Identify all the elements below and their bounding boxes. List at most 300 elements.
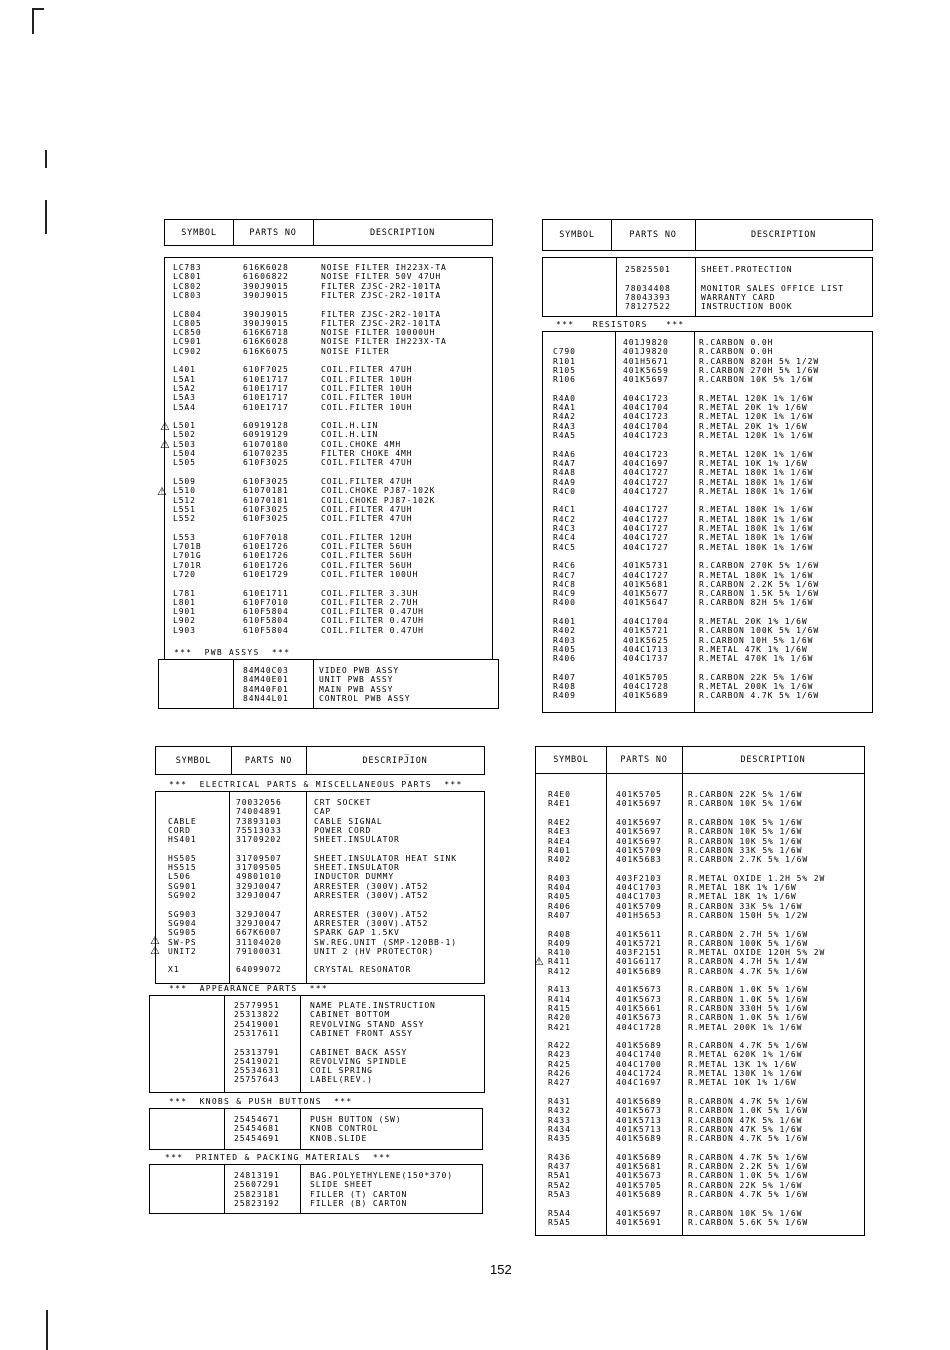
table-row: [543, 598, 872, 607]
table-row: [543, 636, 872, 645]
table-row: [165, 542, 492, 551]
parts-no-cell: 610E1711: [243, 588, 289, 598]
edge-mark: [46, 1310, 48, 1350]
symbol-cell: R407: [553, 672, 576, 682]
description-cell: COIL.H.LIN: [321, 421, 379, 431]
description-cell: R.METAL 620K 1% 1/6W: [688, 1050, 803, 1060]
parts-no-cell: 329J0047: [236, 891, 282, 900]
table-row: [543, 375, 872, 384]
table-row: [165, 449, 492, 458]
parts-no-cell: 401K5625: [623, 635, 669, 645]
parts-no-cell: 610F7018: [243, 532, 289, 542]
parts-no-cell: 404C1697: [616, 1078, 662, 1088]
parts-no-cell: 610E1717: [243, 402, 289, 412]
parts-no-cell: 404C1737: [623, 654, 669, 664]
parts-no-cell: 70032056: [236, 798, 282, 807]
description-cell: COIL.FILTER 2.7UH: [321, 597, 419, 607]
table-row: [543, 366, 872, 375]
symbol-cell: R435: [548, 1134, 571, 1144]
table-row: [150, 1075, 484, 1084]
parts-no-cell: 401K5697: [616, 817, 662, 827]
symbol-cell: R409: [553, 691, 576, 701]
table-row: [536, 902, 864, 911]
description-cell: CABLE SIGNAL: [314, 816, 383, 826]
description-cell: R.CARBON 2.7H 5% 1/6W: [688, 929, 809, 939]
parts-no-cell: 25454691: [234, 1133, 280, 1143]
table-row: [150, 1171, 482, 1180]
symbol-cell: SG902: [168, 891, 197, 900]
parts-no-cell: 616K6718: [243, 328, 289, 338]
symbol-cell: SG903: [168, 909, 197, 919]
description-cell: SPARK GAP 1.5KV: [314, 928, 400, 938]
description-cell: R.METAL 10K 1% 1/6W: [688, 1078, 797, 1088]
description-cell: KNOB CONTROL: [310, 1124, 379, 1134]
symbol-cell: L553: [173, 532, 196, 542]
table-row: [543, 505, 872, 514]
symbol-cell: L503: [173, 439, 196, 449]
table-row: [165, 263, 492, 272]
table-row: [156, 798, 484, 807]
parts-no-cell: 610E1726: [243, 560, 289, 570]
parts-no-cell: 25454681: [234, 1124, 280, 1134]
parts-no-cell: 25757643: [234, 1075, 280, 1085]
description-cell: COIL.FILTER 47UH: [321, 514, 413, 524]
description-cell: R.METAL 13K 1% 1/6W: [688, 1059, 797, 1069]
table-row: [543, 691, 872, 700]
symbol-cell: LC902: [173, 346, 202, 356]
parts-no-cell: 401H5671: [623, 356, 669, 366]
table-row: [165, 477, 492, 486]
parts-no-cell: 401K5709: [616, 845, 662, 855]
symbol-cell: L551: [173, 504, 196, 514]
description-cell: R.CARBON 33K 5% 1/6W: [688, 845, 803, 855]
parts-no-cell: 610F7010: [243, 597, 289, 607]
parts-no-cell: 25419001: [234, 1019, 280, 1029]
description-cell: COIL.FILTER 10UH: [321, 393, 413, 403]
description-cell: R.CARBON 0.0H: [699, 338, 774, 347]
table-row: [159, 666, 498, 675]
parts-no-cell: 401K5689: [623, 691, 669, 701]
description-header: DESCRIPTION: [369, 227, 436, 238]
parts-no-cell: 61070235: [243, 449, 289, 458]
parts-no-cell: 404C1704: [623, 421, 669, 431]
table-row: [150, 1048, 484, 1057]
table-row: [150, 1124, 482, 1133]
table-row: [536, 1013, 864, 1022]
description-cell: FILTER ZJSC-2R2-101TA: [321, 281, 442, 291]
parts-no-cell: 401K5611: [616, 929, 662, 939]
description-cell: R.CARBON 1.5K 5% 1/6W: [699, 589, 820, 599]
parts-no-header: PARTS NO: [620, 755, 668, 765]
symbol-cell: L506: [168, 872, 191, 882]
description-cell: CONTROL PWB ASSY: [319, 693, 411, 703]
description-cell: R.CARBON 82H 5% 1/6W: [699, 598, 814, 608]
table-body: [542, 331, 873, 713]
symbol-cell: X1: [168, 965, 180, 975]
description-cell: R.METAL 180K 1% 1/6W: [699, 533, 814, 543]
description-cell: FILLER (T) CARTON: [310, 1189, 408, 1199]
description-cell: ARRESTER (300V).AT52: [314, 891, 429, 900]
parts-no-cell: 404C1723: [623, 393, 669, 403]
parts-no-cell: 610E1729: [243, 569, 289, 579]
table-row: [543, 357, 872, 366]
parts-no-cell: 404C1713: [623, 644, 669, 654]
description-cell: COIL.FILTER 56UH: [321, 560, 413, 570]
description-cell: COIL.FILTER 56UH: [321, 542, 413, 551]
parts-table-misc: [155, 746, 485, 1216]
symbol-cell: R4C8: [553, 579, 576, 589]
description-cell: R.METAL 20K 1% 1/6W: [699, 403, 808, 413]
table-body: [164, 257, 493, 660]
parts-no-cell: 79100031: [236, 946, 282, 956]
table-row: [536, 1134, 864, 1143]
description-cell: R.METAL 120K 1% 1/6W: [699, 393, 814, 403]
symbol-cell: CABLE: [168, 816, 197, 826]
description-cell: COIL.FILTER 12UH: [321, 532, 413, 542]
table-row: [536, 930, 864, 939]
symbol-cell: R4C3: [553, 524, 576, 533]
table-row: [536, 1069, 864, 1078]
table-row: [536, 818, 864, 827]
description-cell: R.METAL 180K 1% 1/6W: [699, 542, 814, 552]
table-row: [165, 384, 492, 393]
description-cell: R.CARBON 4.7K 5% 1/6W: [688, 1041, 809, 1051]
symbol-cell: L720: [173, 569, 196, 579]
table-row: [536, 1190, 864, 1199]
description-cell: INSTRUCTION BOOK: [701, 302, 793, 312]
table-row: [543, 403, 872, 412]
parts-no-cell: 24813191: [234, 1171, 280, 1180]
description-cell: COIL.CHOKE 4MH: [321, 439, 402, 449]
parts-no-cell: 401K5673: [616, 994, 662, 1004]
description-cell: REVOLVING SPINDLE: [310, 1056, 408, 1066]
symbol-cell: R403: [548, 873, 571, 883]
parts-no-cell: 401K5697: [623, 375, 669, 385]
symbol-cell: SG901: [168, 881, 197, 891]
symbol-cell: R4E3: [548, 827, 571, 837]
symbol-cell: R4C7: [553, 570, 576, 580]
symbol-cell: R408: [553, 682, 576, 692]
description-cell: COIL.FILTER 3.3UH: [321, 588, 419, 598]
symbol-cell: L5A1: [173, 374, 196, 384]
table-row: [543, 626, 872, 635]
description-cell: R.METAL OXIDE 120H 5% 2W: [688, 948, 826, 958]
table-row: [543, 571, 872, 580]
symbol-cell: L501: [173, 421, 196, 431]
symbol-cell: LC901: [173, 337, 202, 347]
symbol-cell: R4C5: [553, 542, 576, 552]
parts-no-cell: 31709505: [236, 863, 282, 873]
table-row: [536, 1218, 864, 1227]
description-cell: SHEET.INSULATOR HEAT SINK: [314, 853, 457, 863]
symbol-cell: R423: [548, 1050, 571, 1060]
page-number: 152: [490, 1262, 512, 1277]
table-row: [156, 863, 484, 872]
table-row: [150, 1001, 484, 1010]
description-cell: SHEET.INSULATOR: [314, 863, 400, 873]
description-cell: CABINET FRONT ASSY: [310, 1028, 413, 1038]
description-cell: R.METAL 180K 1% 1/6W: [699, 505, 814, 515]
symbol-cell: L701B: [173, 542, 202, 551]
table-row: [543, 284, 872, 293]
symbol-cell: R408: [548, 929, 571, 939]
parts-no-cell: 401K5731: [623, 561, 669, 571]
parts-no-cell: 61070181: [243, 486, 289, 496]
symbol-cell: R409: [548, 938, 571, 948]
description-cell: COIL SPRING: [310, 1066, 373, 1076]
parts-no-cell: 75513033: [236, 825, 282, 835]
table-row: [543, 487, 872, 496]
description-cell: COIL.FILTER 47UH: [321, 476, 413, 486]
description-cell: R.CARBON 820H 5% 1/2W: [699, 356, 820, 366]
parts-no-cell: 401K5721: [616, 938, 662, 948]
parts-no-cell: 401K5689: [616, 966, 662, 976]
parts-no-cell: 610F3025: [243, 458, 289, 468]
table-row: [536, 1078, 864, 1087]
description-cell: R.METAL 200K 1% 1/6W: [688, 1022, 803, 1032]
table-row: [165, 282, 492, 291]
table-row: [150, 1199, 482, 1208]
symbol-cell: CORD: [168, 825, 191, 835]
symbol-cell: R403: [553, 635, 576, 645]
table-row: [150, 1134, 482, 1143]
symbol-cell: R4E2: [548, 817, 571, 827]
section-label-knobs: *** KNOBS & PUSH BUTTONS ***: [169, 1097, 353, 1106]
description-cell: NAME PLATE.INSTRUCTION: [310, 1001, 436, 1010]
description-cell: R.CARBON 2.2K 5% 1/6W: [699, 579, 820, 589]
parts-no-cell: 404C1727: [623, 524, 669, 533]
symbol-cell: L801: [173, 597, 196, 607]
table-row: [536, 790, 864, 799]
description-cell: NOISE FILTER IH223X-TA: [321, 263, 447, 272]
parts-no-cell: 401K5689: [616, 1096, 662, 1106]
symbol-cell: LC802: [173, 281, 202, 291]
symbol-cell: R426: [548, 1069, 571, 1078]
symbol-cell: R401: [553, 617, 576, 626]
symbol-cell: R406: [553, 654, 576, 664]
parts-no-cell: 404C1727: [623, 570, 669, 580]
description-cell: COIL.CHOKE PJ87-102K: [321, 495, 436, 505]
symbol-cell: LC805: [173, 318, 202, 328]
parts-no-cell: 25779951: [234, 1001, 280, 1010]
table-row: [150, 1010, 484, 1019]
symbol-cell: L504: [173, 449, 196, 458]
symbol-cell: R437: [548, 1162, 571, 1171]
table-row: [543, 412, 872, 421]
table-row: [543, 265, 872, 274]
table-row: [165, 561, 492, 570]
parts-no-cell: 401K5689: [616, 1041, 662, 1051]
parts-no-cell: 25419021: [234, 1056, 280, 1066]
table-row: [543, 533, 872, 542]
description-cell: R.CARBON 2.7K 5% 1/6W: [688, 855, 809, 865]
symbol-cell: L701G: [173, 551, 202, 561]
parts-no-cell: 401K5705: [616, 1180, 662, 1190]
symbol-cell: R4A0: [553, 393, 576, 403]
parts-no-cell: 60919129: [243, 430, 289, 440]
symbol-header: SYMBOL: [553, 755, 589, 765]
edge-mark: [45, 150, 47, 168]
symbol-cell: R421: [548, 1022, 571, 1032]
parts-no-cell: 390J9015: [243, 290, 289, 300]
parts-no-cell: 31709202: [236, 835, 282, 845]
symbol-cell: R414: [548, 994, 571, 1004]
description-cell: R.CARBON 10K 5% 1/6W: [688, 836, 803, 846]
parts-no-cell: 25823192: [234, 1198, 280, 1208]
description-cell: R.CARBON 22K 5% 1/6W: [699, 672, 814, 682]
table-row: [165, 551, 492, 560]
symbol-cell: R406: [548, 901, 571, 911]
table-row: [536, 799, 864, 808]
parts-no-cell: 25317611: [234, 1028, 280, 1038]
parts-no-cell: 78043393: [625, 292, 671, 302]
table-row: [536, 855, 864, 864]
table-row: [536, 939, 864, 948]
symbol-cell: R4A7: [553, 458, 576, 468]
parts-no-cell: 403F2151: [616, 948, 662, 958]
parts-no-header: PARTS NO: [249, 227, 297, 238]
description-cell: UNIT PWB ASSY: [319, 675, 394, 685]
parts-no-cell: 610F3025: [243, 476, 289, 486]
symbol-cell: L5A3: [173, 393, 196, 403]
description-cell: BAG.POLYETHYLENE(150*370): [310, 1171, 453, 1180]
table-row: [165, 430, 492, 439]
parts-no-cell: 401K5659: [623, 365, 669, 375]
description-cell: KNOB.SLIDE: [310, 1133, 368, 1143]
table-row: [165, 440, 492, 449]
parts-no-cell: 25825501: [625, 265, 671, 274]
warning-icon: ⚠: [150, 944, 160, 957]
table-header: [535, 746, 865, 774]
symbol-cell: R432: [548, 1106, 571, 1116]
table-row: [543, 459, 872, 468]
table-row: [536, 957, 864, 966]
corner-mark: [32, 8, 34, 34]
description-cell: COIL.FILTER 10UH: [321, 374, 413, 384]
parts-no-cell: 404C1703: [616, 892, 662, 902]
parts-no-cell: 404C1723: [623, 431, 669, 440]
symbol-cell: R405: [553, 644, 576, 654]
description-cell: FILLER (B) CARTON: [310, 1198, 408, 1208]
parts-no-header: PARTS NO: [244, 755, 293, 766]
warning-icon: ⚠: [157, 485, 167, 498]
symbol-cell: R402: [548, 855, 571, 865]
table-row: [150, 1115, 482, 1124]
table-row: [165, 421, 492, 430]
parts-no-cell: 610E1717: [243, 374, 289, 384]
table-row: [536, 1181, 864, 1190]
parts-no-cell: 401K5697: [616, 799, 662, 809]
description-cell: CRYSTAL RESONATOR: [314, 965, 412, 975]
parts-no-cell: 329J0047: [236, 909, 282, 919]
parts-no-cell: 49801010: [236, 872, 282, 882]
parts-no-cell: 401K5721: [623, 626, 669, 636]
parts-no-cell: 61070181: [243, 495, 289, 505]
description-cell: COIL.FILTER 0.47UH: [321, 616, 424, 626]
parts-no-cell: 401G6117: [616, 957, 662, 967]
warning-icon: ⚠: [150, 934, 160, 947]
symbol-cell: LC804: [173, 309, 202, 319]
description-cell: R.METAL 470K 1% 1/6W: [699, 654, 814, 664]
description-cell: SHEET.INSULATOR: [314, 835, 400, 845]
parts-no-cell: 401K5681: [623, 579, 669, 589]
parts-no-cell: 401J9820: [623, 347, 669, 357]
description-cell: R.CARBON 150H 5% 1/2W: [688, 910, 809, 920]
symbol-cell: R410: [548, 948, 571, 958]
parts-no-header: PARTS NO: [629, 230, 677, 240]
parts-no-cell: 404C1727: [623, 486, 669, 496]
description-cell: R.METAL 180K 1% 1/6W: [699, 570, 814, 580]
description-cell: R.METAL 180K 1% 1/6W: [699, 524, 814, 533]
parts-no-cell: 401K5691: [616, 1217, 662, 1227]
description-cell: R.METAL 120K 1% 1/6W: [699, 412, 814, 422]
description-cell: R.CARBON 1.0K 5% 1/6W: [688, 1013, 809, 1023]
parts-no-cell: 78034408: [625, 283, 671, 293]
table-row: [536, 948, 864, 957]
table-row: [156, 872, 484, 881]
table-row: [165, 589, 492, 598]
symbol-cell: L505: [173, 458, 196, 468]
symbol-cell: HS505: [168, 853, 197, 863]
table-row: [536, 1097, 864, 1106]
symbol-cell: HS515: [168, 863, 197, 873]
parts-no-cell: 610F7025: [243, 365, 289, 375]
table-row: [536, 883, 864, 892]
description-cell: ARRESTER (300V).AT52: [314, 881, 429, 891]
description-cell: VIDEO PWB ASSY: [319, 666, 400, 675]
description-cell: SHEET.PROTECTION: [701, 265, 793, 274]
description-cell: COIL.FILTER 10UH: [321, 402, 413, 412]
description-cell: MONITOR SALES OFFICE LIST: [701, 283, 844, 293]
description-cell: R.METAL 180K 1% 1/6W: [699, 468, 814, 478]
description-cell: R.CARBON 10K 5% 1/6W: [688, 827, 803, 837]
description-cell: R.METAL 120K 1% 1/6W: [699, 431, 814, 440]
symbol-cell: L552: [173, 514, 196, 524]
table-row: [165, 626, 492, 635]
parts-no-cell: 616K6075: [243, 346, 289, 356]
parts-no-cell: 401K5713: [616, 1115, 662, 1125]
description-cell: PUSH BUTTON (SW): [310, 1115, 402, 1124]
parts-no-cell: 401K5673: [616, 1106, 662, 1116]
table-row: [165, 347, 492, 356]
symbol-cell: R4E0: [548, 790, 571, 799]
table-row: [165, 337, 492, 346]
description-cell: R.METAL 180K 1% 1/6W: [699, 486, 814, 496]
table-row: [536, 1050, 864, 1059]
symbol-cell: R404: [548, 883, 571, 892]
table-row: [165, 458, 492, 467]
symbol-cell: LC803: [173, 290, 202, 300]
symbol-cell: R407: [548, 910, 571, 920]
description-cell: R.METAL OXIDE 1.2H 5% 2W: [688, 873, 826, 883]
table-row: [536, 1023, 864, 1032]
parts-no-cell: 404C1727: [623, 542, 669, 552]
parts-no-cell: 25313791: [234, 1047, 280, 1057]
parts-no-cell: 404C1704: [623, 403, 669, 413]
parts-no-cell: 610E1717: [243, 393, 289, 403]
table-row: [536, 985, 864, 994]
description-cell: R.CARBON 47K 5% 1/6W: [688, 1115, 803, 1125]
table-row: [543, 422, 872, 431]
symbol-cell: SW-PS: [168, 937, 197, 947]
table-row: [543, 580, 872, 589]
table-row: [543, 543, 872, 552]
table-row: [150, 1066, 484, 1075]
parts-no-cell: 401K5697: [616, 836, 662, 846]
parts-no-cell: 401J9820: [623, 338, 669, 347]
table-row: [165, 570, 492, 579]
symbol-cell: R4C4: [553, 533, 576, 543]
